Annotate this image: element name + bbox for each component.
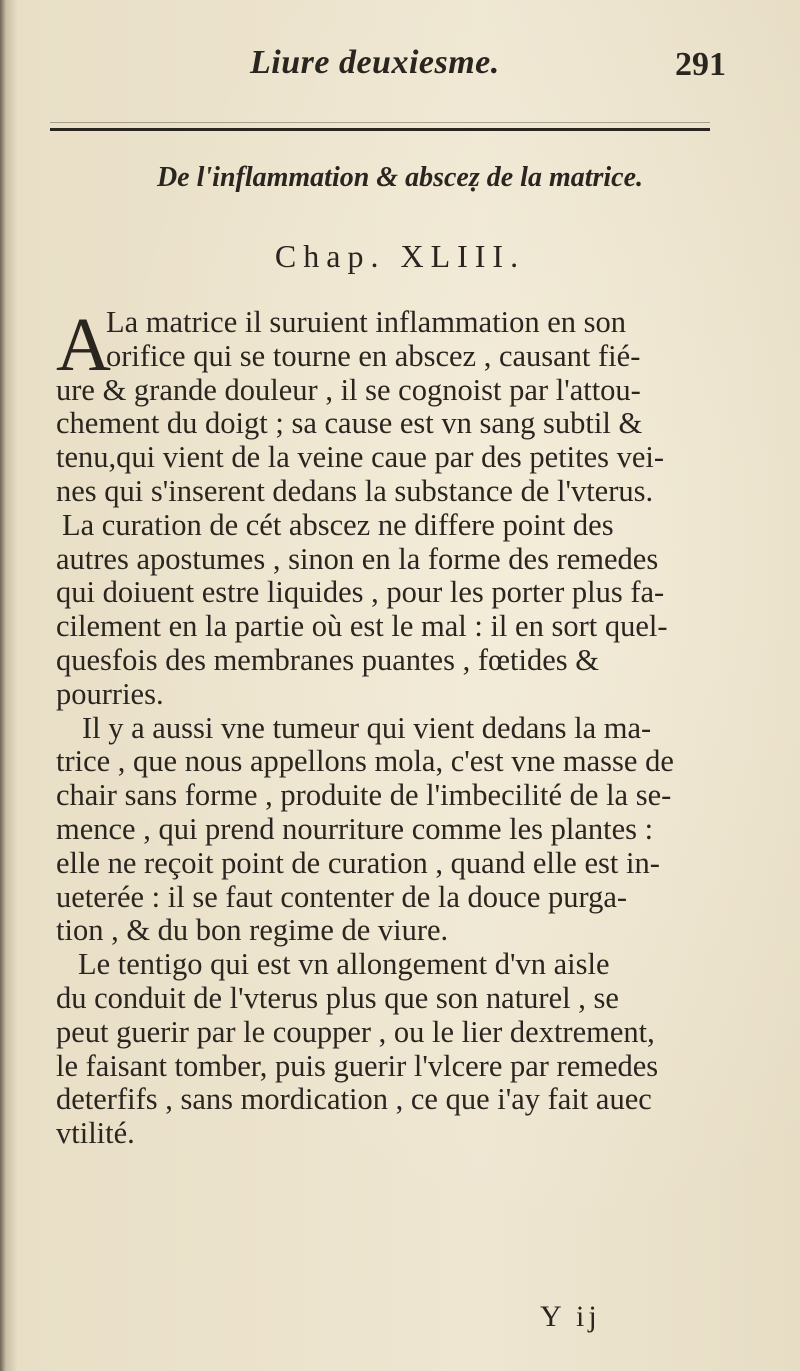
text-line: tion , & du bon regime de viure. [56, 913, 449, 948]
text-line: autres apostumes , sinon en la forme des remedes [56, 541, 659, 576]
paragraph-3 [56, 712, 714, 949]
drop-cap: A [56, 303, 111, 387]
signature-mark: Y ij [540, 1300, 601, 1333]
text-line: chement du doigt ; sa cause est vn sang subtil & [56, 406, 643, 441]
text-line: Il y a aussi vne tumeur qui vient dedans la ma- [82, 710, 652, 745]
text-line: trice , que nous appellons mola, c'est vne masse de [56, 744, 674, 779]
text-line: du conduit de l'vterus plus que son naturel , se [56, 980, 619, 1015]
text-line: cilement en la partie où est le mal : il en sort quel- [56, 609, 668, 644]
text-line: peut guerir par le coupper , ou le lier dextrement, [56, 1014, 655, 1049]
text-line: orifice qui se tourne en abscez , causant fié- [106, 338, 641, 373]
text-line: La matrice il suruient inflammation en son [106, 305, 627, 339]
header-rule-thin [50, 122, 710, 123]
text-line: le faisant tomber, puis guerir l'vlcere par remedes [56, 1048, 659, 1083]
text-line: mence , qui prend nourriture comme les plantes : [56, 811, 654, 846]
text-line: vtilité. [56, 1116, 135, 1151]
text-line: ure & grande douleur , il se cognoist par l'attou- [56, 372, 641, 407]
text-line: tenu,qui vient de la veine caue par des petites vei- [56, 440, 665, 475]
body-text [56, 303, 714, 1151]
text-line: deterfifs , sans mordication , ce que i'ay fait auec [56, 1082, 652, 1117]
text-line: ueterée : il se faut contenter de la douce purga- [56, 879, 628, 914]
chapter-heading: Chap. XLIII. [274, 238, 526, 274]
paragraph-4 [56, 948, 714, 1151]
paragraph-1 [56, 303, 714, 509]
section-title: De l'inflammation & absceẓ de la matrice. [156, 162, 644, 193]
text-line: pourries. [56, 676, 164, 711]
paragraph-2 [56, 509, 714, 712]
text-line: La curation de cét abscez ne differe point des [62, 507, 614, 542]
running-title: Liure deuxiesme. [250, 44, 500, 81]
text-line: nes qui s'inserent dedans la substance de l'vterus. [56, 473, 654, 508]
text-line: Le tentigo qui est vn allongement d'vn aisle [78, 947, 610, 982]
page-number: 291 [675, 46, 726, 83]
text-line: qui doiuent estre liquides , pour les porter plus fa- [56, 575, 665, 610]
header-rule [50, 128, 710, 131]
text-line: chair sans forme , produite de l'imbecilité de la se- [56, 778, 672, 813]
text-line: quesfois des membranes puantes , fœtides & [56, 642, 599, 677]
text-line: elle ne reçoit point de curation , quand elle est in- [56, 845, 660, 880]
page-header [0, 44, 800, 104]
